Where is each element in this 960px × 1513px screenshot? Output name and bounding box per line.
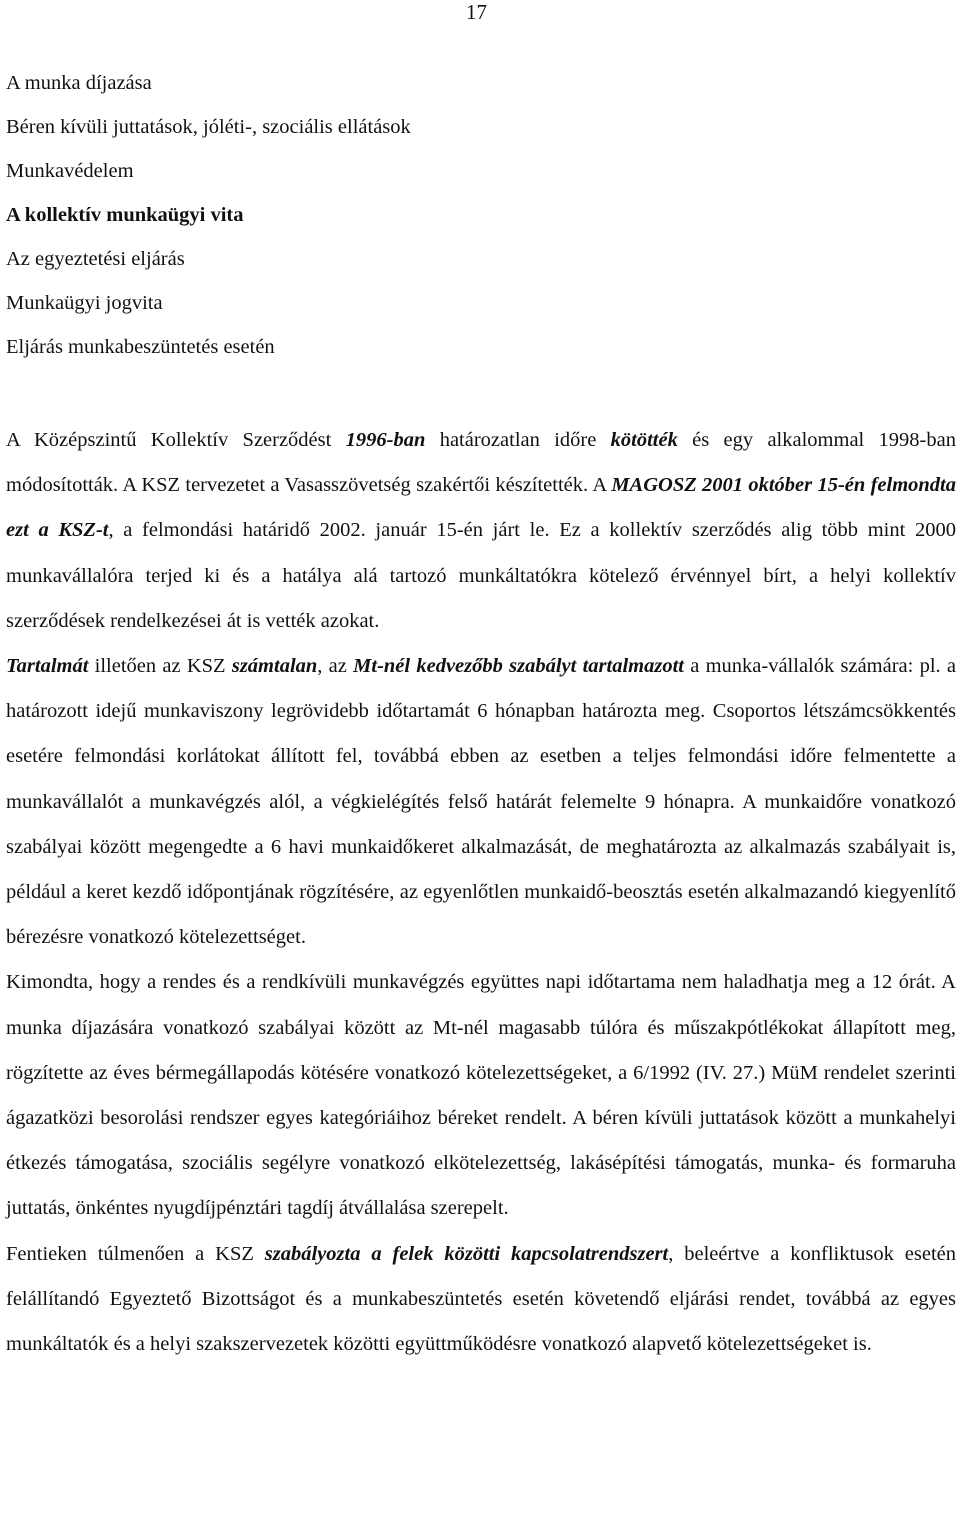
topic-item: Munkavédelem [6,160,134,182]
topic-item: Az egyeztetési eljárás [6,248,185,270]
paragraph-relations [6,1232,956,1368]
paragraph-agreement-history [6,418,956,644]
topic-item: Munkaügyi jogvita [6,292,163,314]
text-run: , beleértve a konfliktusok esetén felállítandó Egyeztető Bizottságot és a munkabeszüntetés esetén követendő eljárási rendet, továbbá az egyes munkáltatók és a helyi szakszervezetek közötti együttműködésre vonatkozó alapvető kötelezettségeket is. [6,1242,957,1356]
text-run: határozatlan időre [425,429,611,451]
emphasis-run: 1996-ban [345,429,426,451]
emphasis-run: MAGOSZ 2001 október 15-én felmondta ezt a KSZ-t [6,474,956,542]
emphasis-run: Tartalmát [6,655,89,678]
topic-item: Béren kívüli juttatások, jóléti-, szociális ellátások [6,116,411,138]
topic-item: Eljárás munkabeszüntetés esetén [6,336,275,358]
text-run: Fentieken túlmenően a KSZ [6,1242,265,1265]
topic-item: A munka díjazása [6,72,152,94]
paragraph-working-time [6,960,956,1231]
topic-item-heading: A kollektív munkaügyi vita [6,204,244,226]
emphasis-run: szabályozta a felek közötti kapcsolatrendszert [264,1242,669,1265]
emphasis-run: Mt-nél kedvezőbb szabályt tartalmazott [353,655,684,678]
text-run: , az [317,655,354,678]
body-text [6,418,956,1367]
text-run: A Középszintű Kollektív Szerződést [6,429,346,451]
text-run: , a felmondási határidő 2002. január 15-én járt le. Ez a kollektív szerződés alig több mint 2000 munkavállalóra terjed ki és a hatálya alá tartozó munkáltatókra kötelező érvénnyel bírt, a helyi kollektív szerződések rendelkezései át is vették azokat. [6,519,956,632]
emphasis-run: számtalan [231,655,318,678]
emphasis-run: kötötték [610,429,678,451]
paragraph-content-rules [6,644,956,960]
page-number: 17 [466,0,487,24]
text-run: és egy alkalommal 1998-ban módosították. A KSZ tervezetet a Vasasszövetség szakértői készítették. A [6,429,956,497]
text-run: illetően az KSZ [88,655,232,678]
text-run: a munka-vállalók számára: pl. a határozott idejű munkaviszony legrövidebb időtartamát 6 hónapban határozta meg. Csoportos létszámcsökkentés esetére felmondási korlátokat állított fel, továbbá ebben az esetben a teljes felmondási időre felmentette a munkavállalót a munkavégzés alól, a végkielégítés felső határát felemelte 9 hónapra. A munkaidőre vonatkozó szabályai között megengedte a 6 havi munkaidőkeret alkalmazását, de meghatározta az alkalmazás szabályait is, például a keret kezdő időpontjának rögzítésére, az egyenlőtlen munkaidő-beosztás esetén alkalmazandó kiegyenlítő bérezésre vonatkozó kötelezettséget. [6,655,957,949]
text-run: Kimondta, hogy a rendes és a rendkívüli munkavégzés együttes napi időtartama nem haladhatja meg a 12 órát. A munka díjazására vonatkozó szabályai között az Mt-nél magasabb túlóra és műszakpótlékokat állapított meg, rögzítette az éves bérmegállapodás kötésére vonatkozó kötelezettségeket, a 6/1992 (IV. 27.) MüM rendelet szerinti ágazatközi besorolási rendszer egyes kategóriáihoz béreket rendelt. A béren kívüli juttatások között a munkahelyi étkezés támogatása, szociális segélyre vonatkozó elkötelezettség, lakásépítési támogatás, munka- és formaruha juttatás, önkéntes nyugdíjpénztári tagdíj átvállalása szerepelt. [6,971,956,1220]
topic-list [6,68,411,376]
